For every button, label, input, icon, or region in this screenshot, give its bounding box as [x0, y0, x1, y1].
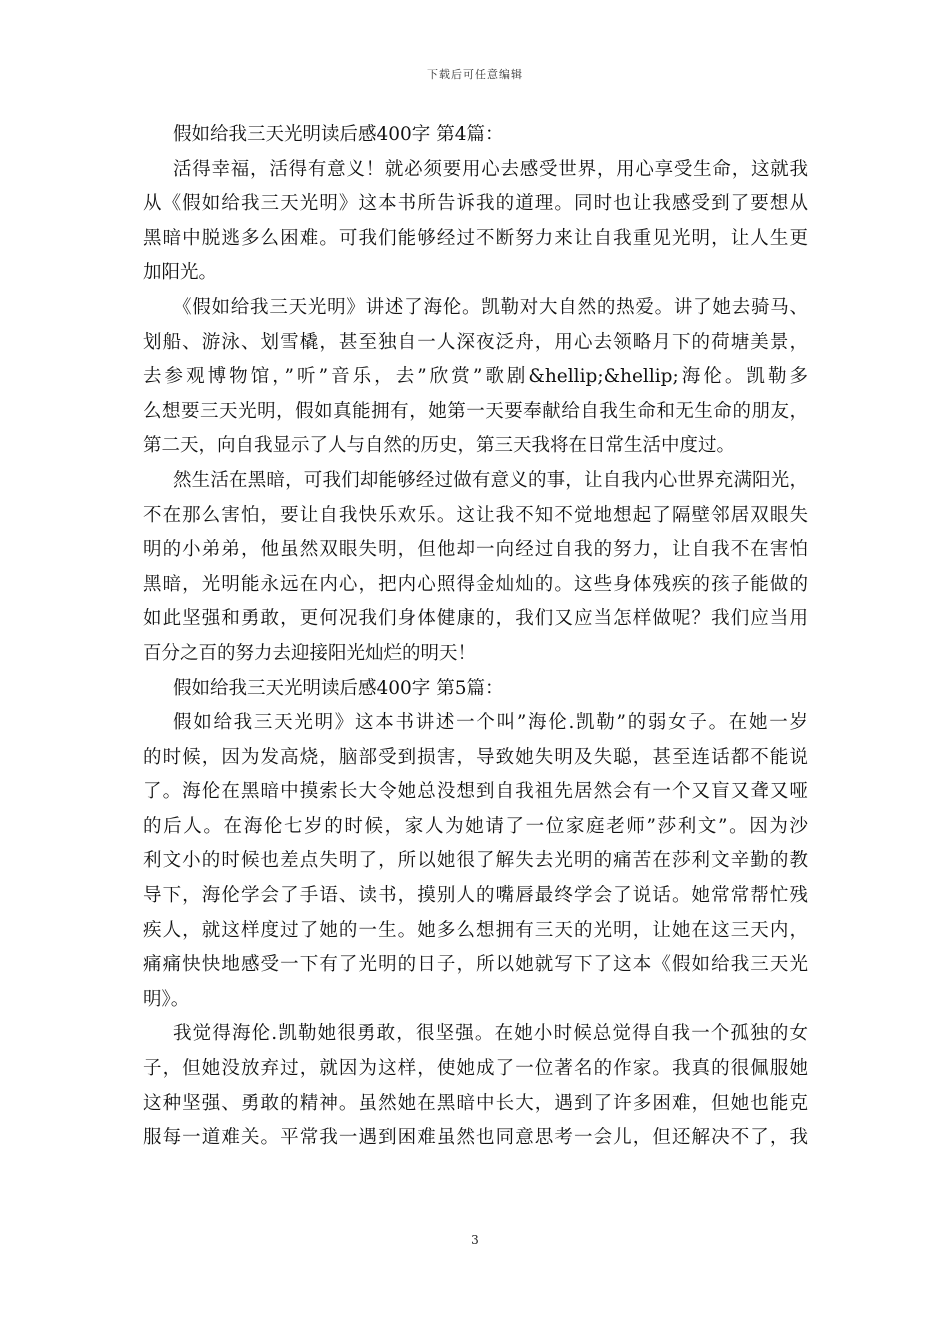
paragraph-line: 的后人。在海伦七岁的时候，家人为她请了一位家庭老师”莎利文”。因为沙: [143, 815, 808, 837]
paragraph-line: 疾人，就这样度过了她的一生。她多么想拥有三天的光明，让她在这三天内，: [143, 919, 808, 941]
paragraph-line: 导下，海伦学会了手语、读书，摸别人的嘴唇最终学会了说话。她常常帮忙残: [143, 885, 808, 907]
paragraph-line: 假如给我三天光明》这本书讲述一个叫”海伦.凯勒”的弱女子。在她一岁: [173, 712, 808, 734]
header-note: 下载后可任意编辑: [427, 68, 523, 81]
section-heading: 假如给我三天光明读后感400字 第5篇：: [173, 677, 504, 699]
paragraph-line: 不在那么害怕，要让自我快乐欢乐。这让我不知不觉地想起了隔壁邻居双眼失: [143, 504, 808, 526]
document-body: [143, 118, 808, 1156]
paragraph-line: 如此坚强和勇敢，更何况我们身体健康的，我们又应当怎样做呢？我们应当用: [143, 608, 808, 630]
paragraph-line: 黑暗，光明能永远在内心，把内心照得金灿灿的。这些身体残疾的孩子能做的: [143, 573, 808, 595]
paragraph-line: 划船、游泳、划雪橇，甚至独自一人深夜泛舟，用心去领略月下的荷塘美景，: [143, 331, 808, 353]
paragraph-line: 然生活在黑暗，可我们却能够经过做有意义的事，让自我内心世界充满阳光，: [173, 469, 808, 491]
paragraph-line: 了。海伦在黑暗中摸索长大令她总没想到自我祖先居然会有一个又盲又聋又哑: [143, 781, 808, 803]
paragraph-line: 我觉得海伦.凯勒她很勇敢，很坚强。在她小时候总觉得自我一个孤独的女: [173, 1023, 808, 1045]
paragraph-line: 这种坚强、勇敢的精神。虽然她在黑暗中长大，遇到了许多困难，但她也能克: [143, 1092, 808, 1114]
paragraph-line: 黑暗中脱逃多么困难。可我们能够经过不断努力来让自我重见光明，让人生更: [143, 227, 808, 249]
paragraph-line: 从《假如给我三天光明》这本书所告诉我的道理。同时也让我感受到了要想从: [143, 193, 808, 215]
paragraph-line: 明的小弟弟，他虽然双眼失明，但他却一向经过自我的努力，让自我不在害怕: [143, 539, 808, 561]
paragraph-line: 明》。: [143, 988, 190, 1010]
paragraph-line: 子，但她没放弃过，就因为这样，使她成了一位著名的作家。我真的很佩服她: [143, 1058, 808, 1080]
paragraph-line: 活得幸福，活得有意义！就必须要用心去感受世界，用心享受生命，这就我: [173, 158, 808, 180]
paragraph-line: 么想要三天光明，假如真能拥有，她第一天要奉献给自我生命和无生命的朋友，: [143, 400, 808, 422]
paragraph-line: 的时候，因为发高烧，脑部受到损害，导致她失明及失聪，甚至连话都不能说: [143, 746, 808, 768]
paragraph-line: 服每一道难关。平常我一遇到困难虽然也同意思考一会儿，但还解决不了，我: [143, 1127, 808, 1149]
paragraph-line: 百分之百的努力去迎接阳光灿烂的明天！: [143, 642, 477, 664]
section-heading: 假如给我三天光明读后感400字 第4篇：: [173, 124, 504, 145]
paragraph-line: 加阳光。: [143, 262, 218, 284]
paragraph-line: 痛痛快快地感受一下有了光明的日子，所以她就写下了这本《假如给我三天光: [143, 954, 808, 976]
paragraph-line: 《假如给我三天光明》讲述了海伦。凯勒对大自然的热爱。讲了她去骑马、: [173, 296, 808, 318]
paragraph-line: 去参观博物馆，”听”音乐，去”欣赏”歌剧&hellip;&hellip;海伦。凯勒多: [143, 366, 808, 388]
page-number: 3: [471, 1233, 479, 1247]
paragraph-line: 第二天，向自我显示了人与自然的历史，第三天我将在日常生活中度过。: [143, 435, 736, 457]
paragraph-line: 利文小的时候也差点失明了，所以她很了解失去光明的痛苦在莎利文辛勤的教: [143, 850, 808, 872]
